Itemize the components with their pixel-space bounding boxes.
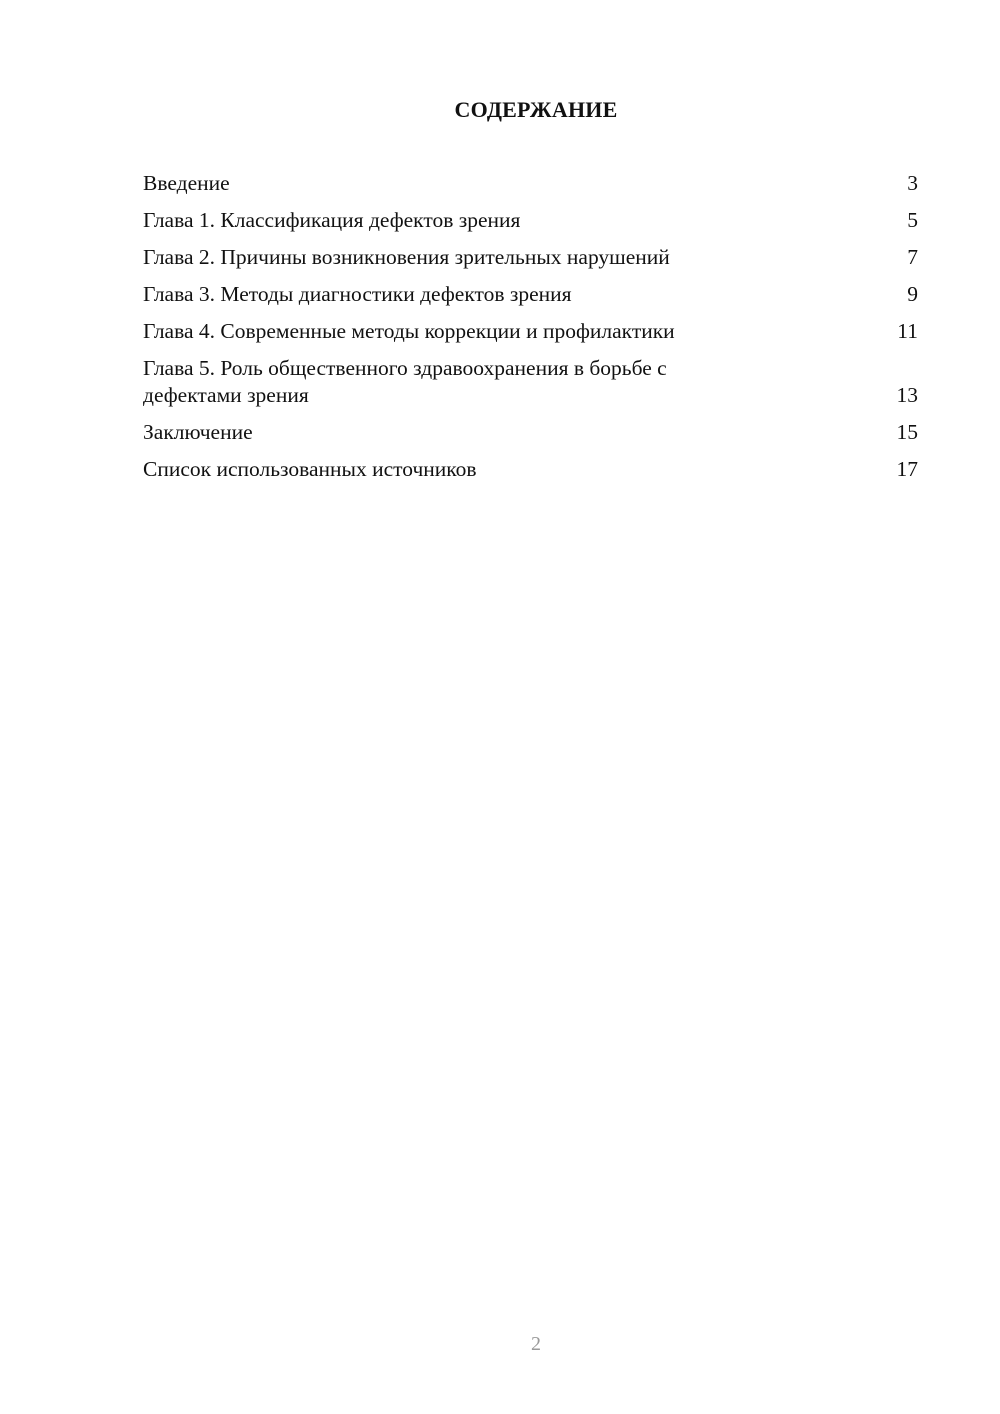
toc-entry-label: Глава 3. Методы диагностики дефектов зрения	[143, 282, 572, 306]
toc-entry-page: 9	[907, 282, 918, 306]
toc-entry	[143, 207, 918, 234]
toc-entry-page: 5	[907, 208, 918, 232]
toc-entry	[143, 244, 918, 271]
toc-entry-label: Глава 4. Современные методы коррекции и профилактики	[143, 319, 675, 343]
page-number: 2	[531, 1333, 541, 1355]
toc-entry	[143, 318, 918, 345]
toc-entry	[143, 419, 918, 446]
toc-entry-page: 17	[896, 457, 918, 481]
toc-entry-page: 15	[896, 420, 918, 444]
page-title: СОДЕРЖАНИЕ	[454, 97, 618, 122]
toc-entry	[143, 355, 918, 409]
toc-entry-page: 7	[907, 245, 918, 269]
toc-entry-label: Глава 2. Причины возникновения зрительных нарушений	[143, 245, 670, 269]
toc-entry-page: 3	[907, 171, 918, 195]
toc-entry-label: Введение	[143, 171, 230, 195]
table-of-contents	[143, 170, 918, 493]
toc-entry-page: 13	[896, 383, 918, 407]
toc-entry-label: Список использованных источников	[143, 457, 477, 481]
toc-entry-label: Глава 1. Классификация дефектов зрения	[143, 208, 521, 232]
toc-entry	[143, 281, 918, 308]
toc-entry-label: Глава 5. Роль общественного здравоохранения в борьбе с дефектами зрения	[143, 356, 667, 407]
toc-entry	[143, 170, 918, 197]
toc-entry	[143, 456, 918, 483]
toc-entry-page: 11	[897, 319, 918, 343]
toc-entry-label: Заключение	[143, 420, 253, 444]
